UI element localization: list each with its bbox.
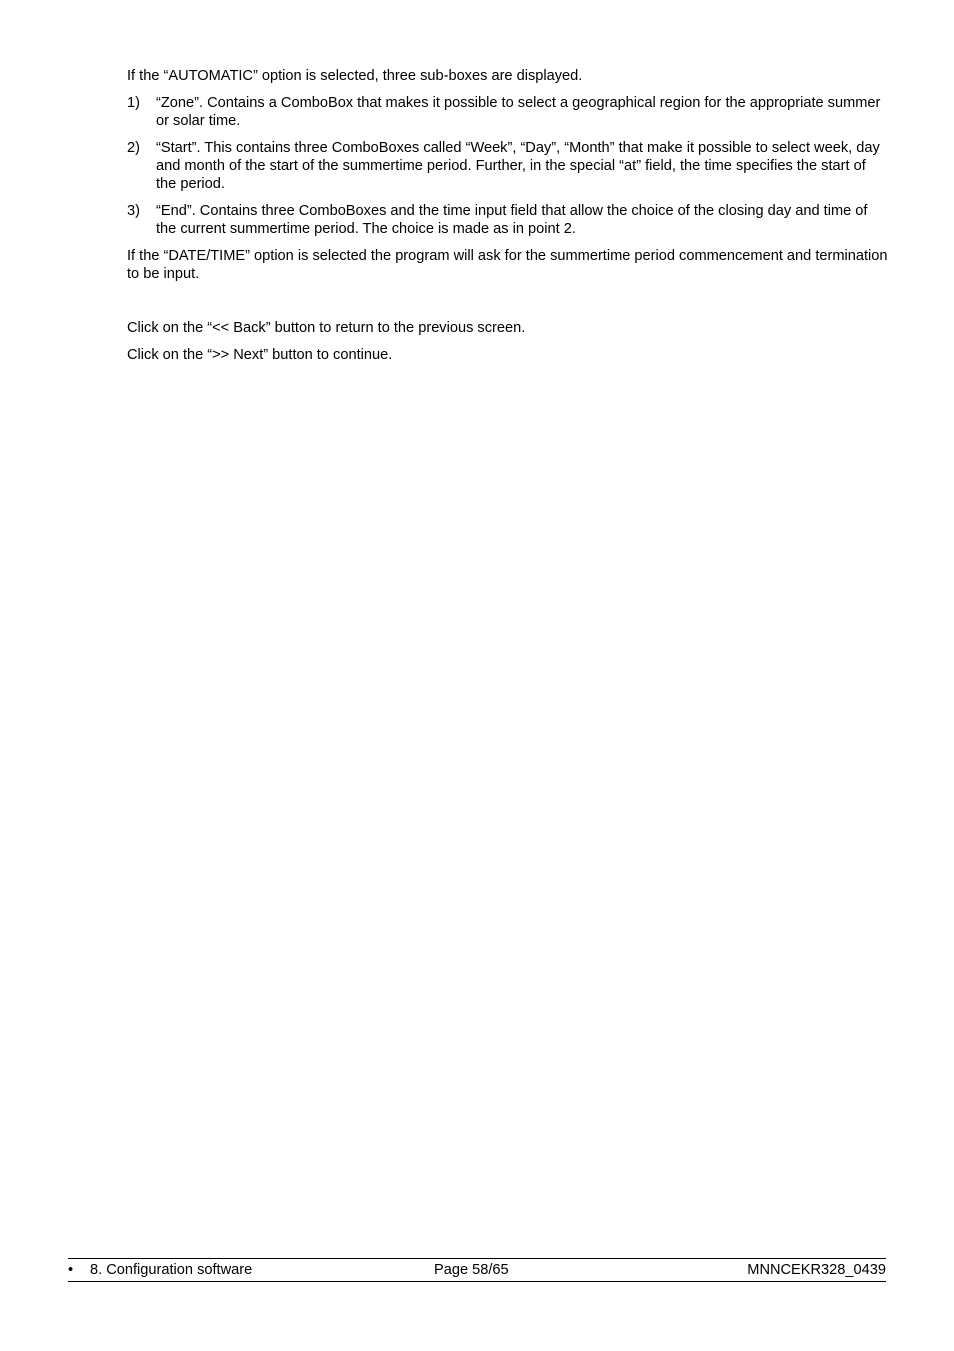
footer-document-id: MNNCEKR328_0439 [747, 1262, 886, 1278]
list-item-number: 3) [127, 203, 140, 219]
list-item-text: “Zone”. Contains a ComboBox that makes it possible to select a geographical region for the appropriate summer or solar time. [156, 95, 881, 129]
intro-paragraph: If the “AUTOMATIC” option is selected, three sub-boxes are displayed. [127, 68, 583, 84]
list-item-number: 1) [127, 95, 140, 111]
back-instruction: Click on the “<< Back” button to return to the previous screen. [127, 320, 526, 336]
spacer [127, 292, 889, 319]
list-item [127, 139, 889, 193]
list-item [127, 94, 889, 130]
numbered-list [127, 94, 889, 238]
footer-section-label: 8. Configuration software [90, 1262, 253, 1278]
list-item-text: “End”. Contains three ComboBoxes and the time input field that allow the choice of the closing day and time of the current summertime period. The choice is made as in point 2. [156, 203, 868, 237]
list-item-text: “Start”. This contains three ComboBoxes called “Week”, “Day”, “Month” that make it possible to select week, day and month of the start of the summertime period. Further, in the special “at” field, the time specifies the start of the period. [156, 140, 880, 192]
list-item [127, 202, 889, 238]
footer-page-number: Page 58/65 [434, 1262, 509, 1278]
list-item-number: 2) [127, 140, 140, 156]
datetime-paragraph: If the “DATE/TIME” option is selected the program will ask for the summertime period commencement and termination to be input. [127, 248, 888, 282]
bullet-icon: • [68, 1262, 74, 1278]
page-footer [68, 1258, 886, 1282]
next-instruction: Click on the “>> Next” button to continue. [127, 347, 393, 363]
footer-section [68, 1259, 252, 1281]
document-body [127, 67, 889, 373]
